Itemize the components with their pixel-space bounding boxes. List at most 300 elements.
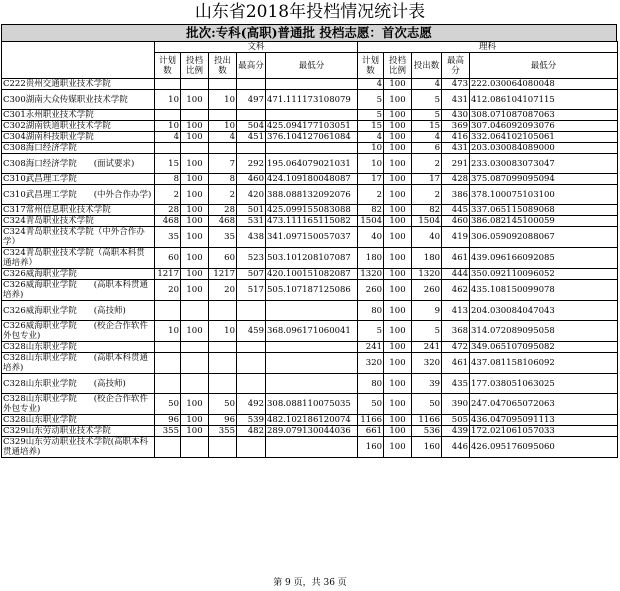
like-min-cell: 222.030064080048: [470, 79, 618, 90]
header-like-max: 最高分: [442, 53, 470, 79]
wenke-ratio-cell: 100: [181, 90, 209, 110]
like-ratio-cell: 100: [384, 426, 412, 437]
wenke-max-cell: 531: [237, 216, 266, 227]
table-row: [2, 154, 618, 174]
like-ratio-cell: 100: [384, 154, 412, 174]
college-name: C326威海职业学院 (校企合作软件外包专业): [2, 321, 155, 342]
header-college: [2, 42, 155, 79]
wenke-toudang-cell: [209, 301, 237, 321]
like-toudang-cell: 1504: [412, 216, 442, 227]
wenke-min-cell: [266, 437, 358, 458]
wenke-max-cell: [237, 342, 266, 353]
wenke-plan-cell: 355: [155, 426, 181, 437]
like-min-cell: 172.021061057033: [470, 426, 618, 437]
college-name: C304湖南科技职业学院: [2, 132, 155, 143]
like-max-cell: 386: [442, 185, 470, 205]
wenke-max-cell: 539: [237, 415, 266, 426]
wenke-toudang-cell: 96: [209, 415, 237, 426]
wenke-toudang-cell: 8: [209, 174, 237, 185]
like-toudang-cell: 320: [412, 353, 442, 374]
like-toudang-cell: 17: [412, 174, 442, 185]
like-max-cell: 390: [442, 394, 470, 415]
wenke-ratio-cell: [181, 79, 209, 90]
like-max-cell: 461: [442, 248, 470, 269]
batch-banner: 批次:专科(高职)普通批 投档志愿：首次志愿: [1, 24, 617, 42]
like-plan-cell: 5: [358, 110, 384, 121]
wenke-min-cell: 425.094177103051: [266, 121, 358, 132]
like-ratio-cell: 100: [384, 79, 412, 90]
like-ratio-cell: 100: [384, 143, 412, 154]
like-plan-cell: 320: [358, 353, 384, 374]
wenke-ratio-cell: [181, 353, 209, 374]
like-toudang-cell: 536: [412, 426, 442, 437]
wenke-min-cell: 473.111165115082: [266, 216, 358, 227]
table-row: [2, 185, 618, 205]
like-toudang-cell: 180: [412, 248, 442, 269]
wenke-plan-cell: 1217: [155, 269, 181, 280]
wenke-max-cell: 507: [237, 269, 266, 280]
table-row: [2, 216, 618, 227]
wenke-max-cell: 460: [237, 174, 266, 185]
like-plan-cell: 10: [358, 154, 384, 174]
like-toudang-cell: 2: [412, 185, 442, 205]
like-toudang-cell: 50: [412, 394, 442, 415]
like-toudang-cell: 241: [412, 342, 442, 353]
like-plan-cell: 40: [358, 227, 384, 248]
wenke-min-cell: [266, 79, 358, 90]
wenke-ratio-cell: [181, 342, 209, 353]
college-name: C328山东职业学院 (高技师): [2, 374, 155, 394]
like-ratio-cell: 100: [384, 280, 412, 301]
like-plan-cell: 80: [358, 301, 384, 321]
like-ratio-cell: 100: [384, 437, 412, 458]
table-row: [2, 143, 618, 154]
table-row: [2, 269, 618, 280]
table-row: [2, 227, 618, 248]
college-name: C324青岛职业技术学院（高职本科贯通培养）: [2, 248, 155, 269]
wenke-ratio-cell: [181, 143, 209, 154]
like-max-cell: 369: [442, 121, 470, 132]
wenke-ratio-cell: 100: [181, 205, 209, 216]
like-max-cell: 472: [442, 342, 470, 353]
wenke-toudang-cell: 7: [209, 154, 237, 174]
wenke-plan-cell: 35: [155, 227, 181, 248]
wenke-max-cell: 501: [237, 205, 266, 216]
wenke-max-cell: 459: [237, 321, 266, 342]
like-max-cell: 368: [442, 321, 470, 342]
wenke-plan-cell: 8: [155, 174, 181, 185]
like-plan-cell: 2: [358, 185, 384, 205]
wenke-toudang-cell: 1217: [209, 269, 237, 280]
wenke-max-cell: [237, 301, 266, 321]
wenke-max-cell: [237, 110, 266, 121]
page-footer: 第 9 页，共 36 页: [273, 578, 347, 588]
table-row: [2, 426, 618, 437]
college-name: C328山东职业学院: [2, 415, 155, 426]
like-toudang-cell: 260: [412, 280, 442, 301]
like-min-cell: 306.059092088067: [470, 227, 618, 248]
like-ratio-cell: 100: [384, 248, 412, 269]
like-ratio-cell: 100: [384, 205, 412, 216]
like-max-cell: 446: [442, 437, 470, 458]
like-toudang-cell: 4: [412, 132, 442, 143]
like-max-cell: 445: [442, 205, 470, 216]
like-min-cell: 349.065107095082: [470, 342, 618, 353]
admission-table: [1, 41, 618, 458]
wenke-plan-cell: [155, 437, 181, 458]
college-name: C302湖南铁道职业技术学院: [2, 121, 155, 132]
college-name: C326威海职业学院 (高技师): [2, 301, 155, 321]
table-row: [2, 301, 618, 321]
like-max-cell: 428: [442, 174, 470, 185]
college-name: C308海口经济学院 (面试要求): [2, 154, 155, 174]
wenke-min-cell: 425.099155083088: [266, 205, 358, 216]
wenke-min-cell: 195.064079021031: [266, 154, 358, 174]
like-ratio-cell: 100: [384, 110, 412, 121]
like-max-cell: 291: [442, 154, 470, 174]
wenke-plan-cell: [155, 143, 181, 154]
table-row: [2, 342, 618, 353]
wenke-ratio-cell: [181, 437, 209, 458]
wenke-ratio-cell: 100: [181, 154, 209, 174]
wenke-max-cell: 497: [237, 90, 266, 110]
like-plan-cell: 17: [358, 174, 384, 185]
college-name: C324青岛职业技术学院（中外合作办学）: [2, 227, 155, 248]
wenke-min-cell: 289.079130044036: [266, 426, 358, 437]
like-min-cell: 203.030084089000: [470, 143, 618, 154]
college-name: C317常州信息职业技术学院: [2, 205, 155, 216]
like-plan-cell: 160: [358, 437, 384, 458]
wenke-min-cell: [266, 110, 358, 121]
like-ratio-cell: 100: [384, 269, 412, 280]
like-max-cell: 505: [442, 415, 470, 426]
like-min-cell: 247.047065072063: [470, 394, 618, 415]
header-like-ratio: 投档比例: [384, 53, 412, 79]
table-body: [2, 79, 618, 458]
wenke-ratio-cell: 100: [181, 415, 209, 426]
wenke-toudang-cell: [209, 437, 237, 458]
like-toudang-cell: 2: [412, 154, 442, 174]
wenke-plan-cell: 20: [155, 280, 181, 301]
wenke-ratio-cell: [181, 110, 209, 121]
wenke-plan-cell: [155, 79, 181, 90]
like-ratio-cell: 100: [384, 321, 412, 342]
wenke-min-cell: 376.104127061084: [266, 132, 358, 143]
table-row: [2, 353, 618, 374]
header-wenke: 文科: [155, 42, 358, 53]
like-toudang-cell: 4: [412, 79, 442, 90]
wenke-min-cell: [266, 353, 358, 374]
wenke-min-cell: 388.088132092076: [266, 185, 358, 205]
like-max-cell: 461: [442, 353, 470, 374]
like-min-cell: 314.072089095058: [470, 321, 618, 342]
like-toudang-cell: 1320: [412, 269, 442, 280]
wenke-toudang-cell: 10: [209, 90, 237, 110]
college-name: C310武昌理工学院: [2, 174, 155, 185]
like-toudang-cell: 40: [412, 227, 442, 248]
wenke-max-cell: 482: [237, 426, 266, 437]
wenke-plan-cell: 10: [155, 321, 181, 342]
like-plan-cell: 180: [358, 248, 384, 269]
wenke-plan-cell: [155, 342, 181, 353]
wenke-min-cell: [266, 143, 358, 154]
wenke-ratio-cell: [181, 374, 209, 394]
table-row: [2, 280, 618, 301]
like-min-cell: 177.038051063025: [470, 374, 618, 394]
table-row: [2, 90, 618, 110]
wenke-plan-cell: [155, 374, 181, 394]
like-max-cell: 430: [442, 110, 470, 121]
like-toudang-cell: 1166: [412, 415, 442, 426]
like-toudang-cell: 5: [412, 90, 442, 110]
wenke-ratio-cell: 100: [181, 394, 209, 415]
like-ratio-cell: 100: [384, 174, 412, 185]
wenke-ratio-cell: 100: [181, 321, 209, 342]
wenke-max-cell: [237, 437, 266, 458]
wenke-ratio-cell: 100: [181, 269, 209, 280]
like-min-cell: 439.096166092085: [470, 248, 618, 269]
wenke-plan-cell: 10: [155, 90, 181, 110]
header-wenke-ratio: 投档比例: [181, 53, 209, 79]
table-row: [2, 394, 618, 415]
wenke-toudang-cell: [209, 342, 237, 353]
header-wenke-max: 最高分: [237, 53, 266, 79]
like-min-cell: 308.071087087063: [470, 110, 618, 121]
wenke-ratio-cell: 100: [181, 426, 209, 437]
wenke-max-cell: 523: [237, 248, 266, 269]
like-max-cell: 460: [442, 216, 470, 227]
college-name: C329山东劳动职业技术学院: [2, 426, 155, 437]
wenke-toudang-cell: 35: [209, 227, 237, 248]
wenke-max-cell: 451: [237, 132, 266, 143]
wenke-toudang-cell: 10: [209, 121, 237, 132]
like-max-cell: 413: [442, 301, 470, 321]
like-min-cell: 437.081158106092: [470, 353, 618, 374]
like-ratio-cell: 100: [384, 121, 412, 132]
like-min-cell: 337.065115089068: [470, 205, 618, 216]
like-min-cell: 412.086104107115: [470, 90, 618, 110]
wenke-min-cell: 420.100151082087: [266, 269, 358, 280]
like-ratio-cell: 100: [384, 301, 412, 321]
wenke-toudang-cell: 468: [209, 216, 237, 227]
table-row: [2, 437, 618, 458]
wenke-toudang-cell: 60: [209, 248, 237, 269]
like-max-cell: 419: [442, 227, 470, 248]
header-wenke-min: 最低分: [266, 53, 358, 79]
like-min-cell: 378.100075103100: [470, 185, 618, 205]
like-min-cell: 386.082145100059: [470, 216, 618, 227]
wenke-toudang-cell: 4: [209, 132, 237, 143]
header-like-min: 最低分: [470, 53, 618, 79]
like-max-cell: 416: [442, 132, 470, 143]
wenke-plan-cell: 2: [155, 185, 181, 205]
wenke-max-cell: 438: [237, 227, 266, 248]
college-name: C326威海职业学院: [2, 269, 155, 280]
wenke-toudang-cell: 10: [209, 321, 237, 342]
wenke-plan-cell: 10: [155, 121, 181, 132]
wenke-plan-cell: [155, 301, 181, 321]
header-like: 理科: [358, 42, 618, 53]
wenke-ratio-cell: 100: [181, 280, 209, 301]
wenke-max-cell: [237, 79, 266, 90]
wenke-plan-cell: 468: [155, 216, 181, 227]
college-name: C328山东职业学院: [2, 342, 155, 353]
like-toudang-cell: 39: [412, 374, 442, 394]
wenke-toudang-cell: [209, 374, 237, 394]
college-name: C328山东职业学院 (校企合作软件外包专业): [2, 394, 155, 415]
wenke-ratio-cell: 100: [181, 227, 209, 248]
like-plan-cell: 1166: [358, 415, 384, 426]
wenke-toudang-cell: 20: [209, 280, 237, 301]
college-name: C329山东劳动职业技术学院(高职本科贯通培养): [2, 437, 155, 458]
like-min-cell: 436.047095091113: [470, 415, 618, 426]
like-plan-cell: 1320: [358, 269, 384, 280]
table-row: [2, 110, 618, 121]
wenke-ratio-cell: 100: [181, 185, 209, 205]
like-ratio-cell: 100: [384, 185, 412, 205]
wenke-toudang-cell: [209, 143, 237, 154]
like-min-cell: 435.108150099078: [470, 280, 618, 301]
like-ratio-cell: 100: [384, 394, 412, 415]
like-plan-cell: 1504: [358, 216, 384, 227]
table-row: [2, 132, 618, 143]
like-plan-cell: 241: [358, 342, 384, 353]
like-plan-cell: 4: [358, 79, 384, 90]
like-ratio-cell: 100: [384, 415, 412, 426]
wenke-plan-cell: [155, 110, 181, 121]
wenke-min-cell: 482.102186120074: [266, 415, 358, 426]
wenke-ratio-cell: 100: [181, 248, 209, 269]
like-min-cell: 375.087099095094: [470, 174, 618, 185]
wenke-plan-cell: 60: [155, 248, 181, 269]
like-ratio-cell: 100: [384, 132, 412, 143]
wenke-toudang-cell: [209, 110, 237, 121]
like-plan-cell: 80: [358, 374, 384, 394]
wenke-max-cell: [237, 353, 266, 374]
like-ratio-cell: 100: [384, 374, 412, 394]
like-plan-cell: 5: [358, 321, 384, 342]
college-name: C300湖南大众传媒职业技术学院: [2, 90, 155, 110]
wenke-ratio-cell: 100: [181, 174, 209, 185]
like-min-cell: 233.030083073047: [470, 154, 618, 174]
like-plan-cell: 50: [358, 394, 384, 415]
like-toudang-cell: 160: [412, 437, 442, 458]
wenke-min-cell: 368.096171060041: [266, 321, 358, 342]
like-plan-cell: 260: [358, 280, 384, 301]
table-row: [2, 374, 618, 394]
like-plan-cell: 661: [358, 426, 384, 437]
wenke-min-cell: [266, 301, 358, 321]
wenke-max-cell: 504: [237, 121, 266, 132]
wenke-plan-cell: 28: [155, 205, 181, 216]
like-max-cell: 473: [442, 79, 470, 90]
wenke-min-cell: 341.097150057037: [266, 227, 358, 248]
like-max-cell: 444: [442, 269, 470, 280]
like-plan-cell: 15: [358, 121, 384, 132]
college-name: C222贵州交通职业技术学院: [2, 79, 155, 90]
header-wenke-plan: 计划数: [155, 53, 181, 79]
college-name: C326威海职业学院 (高职本科贯通培养): [2, 280, 155, 301]
like-max-cell: 431: [442, 90, 470, 110]
wenke-plan-cell: 15: [155, 154, 181, 174]
college-name: C328山东职业学院 (高职本科贯通培养): [2, 353, 155, 374]
wenke-max-cell: [237, 143, 266, 154]
like-ratio-cell: 100: [384, 227, 412, 248]
college-name: C324青岛职业技术学院: [2, 216, 155, 227]
wenke-toudang-cell: 2: [209, 185, 237, 205]
wenke-ratio-cell: [181, 301, 209, 321]
header-like-toudang: 投出数: [412, 53, 442, 79]
like-min-cell: 350.092110096052: [470, 269, 618, 280]
like-max-cell: 431: [442, 143, 470, 154]
wenke-min-cell: 424.109180048087: [266, 174, 358, 185]
like-plan-cell: 5: [358, 90, 384, 110]
wenke-min-cell: [266, 342, 358, 353]
wenke-plan-cell: 50: [155, 394, 181, 415]
like-min-cell: 204.030084047043: [470, 301, 618, 321]
like-plan-cell: 82: [358, 205, 384, 216]
wenke-ratio-cell: 100: [181, 216, 209, 227]
like-toudang-cell: 15: [412, 121, 442, 132]
wenke-ratio-cell: 100: [181, 121, 209, 132]
wenke-min-cell: 471.111173108079: [266, 90, 358, 110]
header-wenke-toudang: 投出数: [209, 53, 237, 79]
like-ratio-cell: 100: [384, 353, 412, 374]
like-ratio-cell: 100: [384, 342, 412, 353]
table-row: [2, 248, 618, 269]
like-toudang-cell: 9: [412, 301, 442, 321]
wenke-ratio-cell: 100: [181, 132, 209, 143]
wenke-min-cell: [266, 374, 358, 394]
wenke-toudang-cell: [209, 79, 237, 90]
like-toudang-cell: 82: [412, 205, 442, 216]
header-like-plan: 计划数: [358, 53, 384, 79]
wenke-toudang-cell: 50: [209, 394, 237, 415]
like-ratio-cell: 100: [384, 216, 412, 227]
like-toudang-cell: 5: [412, 110, 442, 121]
wenke-max-cell: 517: [237, 280, 266, 301]
wenke-toudang-cell: 28: [209, 205, 237, 216]
table-row: [2, 79, 618, 90]
table-row: [2, 121, 618, 132]
table-row: [2, 174, 618, 185]
like-ratio-cell: 100: [384, 90, 412, 110]
like-plan-cell: 4: [358, 132, 384, 143]
wenke-max-cell: 292: [237, 154, 266, 174]
wenke-max-cell: 492: [237, 394, 266, 415]
like-max-cell: 435: [442, 374, 470, 394]
like-toudang-cell: 6: [412, 143, 442, 154]
college-name: C308海口经济学院: [2, 143, 155, 154]
wenke-toudang-cell: 355: [209, 426, 237, 437]
wenke-toudang-cell: [209, 353, 237, 374]
like-min-cell: 426.095176095060: [470, 437, 618, 458]
wenke-plan-cell: [155, 353, 181, 374]
wenke-max-cell: 420: [237, 185, 266, 205]
wenke-plan-cell: 96: [155, 415, 181, 426]
college-name: C301永州职业技术学院: [2, 110, 155, 121]
wenke-plan-cell: 4: [155, 132, 181, 143]
like-max-cell: 439: [442, 426, 470, 437]
college-name: C310武昌理工学院 (中外合作办学): [2, 185, 155, 205]
page-title: 山东省2018年投档情况统计表: [194, 2, 426, 22]
like-max-cell: 462: [442, 280, 470, 301]
like-toudang-cell: 5: [412, 321, 442, 342]
like-plan-cell: 10: [358, 143, 384, 154]
wenke-min-cell: 308.088110075035: [266, 394, 358, 415]
table-row: [2, 321, 618, 342]
wenke-max-cell: [237, 374, 266, 394]
